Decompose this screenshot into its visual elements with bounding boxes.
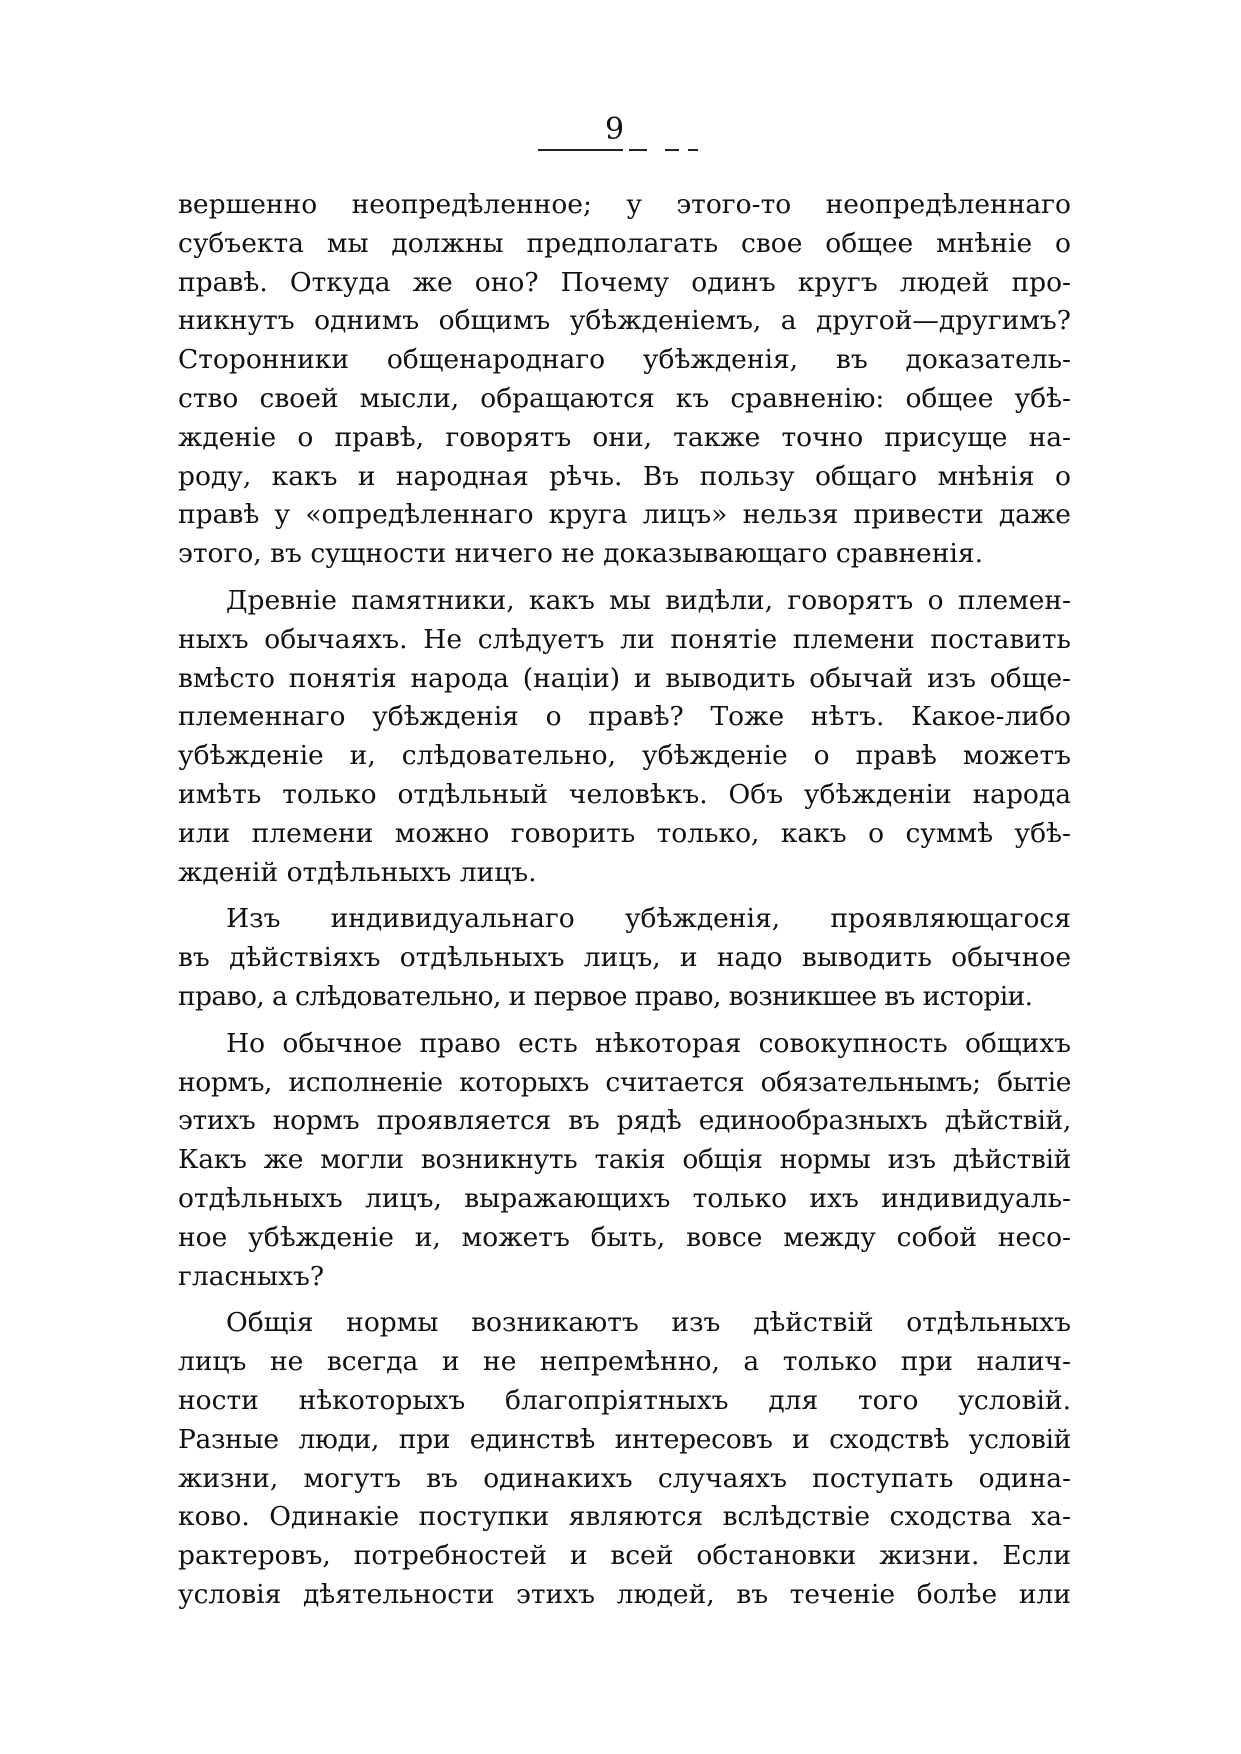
- text-line: Общія нормы возникаютъ изъ дѣйствій отдѣльныхъ: [226, 1307, 1071, 1339]
- text-line: отдѣльныхъ лицъ, выражающихъ только ихъ индивидуаль-: [178, 1182, 1071, 1214]
- text-line: Но обычное право есть нѣкоторая совокупность общихъ: [226, 1027, 1071, 1059]
- text-line: рактеровъ, потребностей и всей обстановки жизни. Если: [178, 1540, 1071, 1572]
- text-line: племеннаго убѣжденія о правѣ? Тоже нѣтъ. Какое-либо: [178, 701, 1071, 733]
- header-rule-dash: [688, 149, 698, 151]
- text-line: жденіе о правѣ, говорятъ они, также точно присуще на-: [178, 421, 1071, 453]
- header-rule-dash: [629, 149, 647, 151]
- header-rule-dash: [665, 149, 679, 151]
- text-line: въ дѣйствіяхъ отдѣльныхъ лицъ, и надо выводить обычное: [178, 942, 1071, 974]
- text-line: ное убѣжденіе и, можетъ быть, вовсе между собой несо-: [178, 1221, 1071, 1253]
- body-text: [178, 186, 1071, 1615]
- header-rule: [538, 149, 623, 151]
- text-line: Разные люди, при единствѣ интересовъ и сходствѣ условій: [178, 1423, 1071, 1455]
- paragraph: [178, 1025, 1071, 1297]
- text-line: вмѣсто понятія народа (націи) и выводить обычай изъ обще-: [178, 662, 1071, 694]
- text-line: условія дѣятельности этихъ людей, въ теченіе болѣе или: [178, 1578, 1071, 1610]
- text-line: правѣ. Откуда же оно? Почему одинъ кругъ людей про-: [178, 266, 1071, 298]
- text-line: жденій отдѣльныхъ лицъ.: [178, 856, 537, 888]
- paragraph: [178, 900, 1071, 1016]
- text-line: ности нѣкоторыхъ благопріятныхъ для того условій.: [178, 1384, 1071, 1416]
- text-line: ныхъ обычаяхъ. Не слѣдуетъ ли понятіе племени поставить: [178, 623, 1071, 655]
- text-line: Изъ индивидуальнаго убѣжденія, проявляющагося: [226, 903, 1071, 935]
- text-line: вершенно неопредѣленное; у этого-то неопредѣленнаго: [178, 189, 1071, 220]
- paragraph: [178, 582, 1071, 892]
- text-line: имѣть только отдѣльный человѣкъ. Объ убѣжденіи народа: [178, 778, 1071, 810]
- text-line: лицъ не всегда и не непремѣнно, а только при налич-: [178, 1346, 1071, 1378]
- page-number: 9: [605, 112, 625, 147]
- text-line: ково. Одинакіе поступки являются вслѣдствіе сходства ха-: [178, 1501, 1071, 1533]
- text-line: правѣ у «опредѣленнаго круга лицъ» нельзя привести даже: [178, 499, 1071, 531]
- text-line: или племени можно говорить только, какъ о суммѣ убѣ-: [178, 817, 1071, 849]
- text-line: субъекта мы должны предполагать свое общее мнѣніе о: [178, 227, 1071, 259]
- text-line: гласныхъ?: [178, 1260, 325, 1292]
- text-line: убѣжденіе и, слѣдовательно, убѣжденіе о правѣ можетъ: [178, 740, 1071, 772]
- text-line: жизни, могутъ въ одинакихъ случаяхъ поступать одина-: [178, 1462, 1071, 1494]
- text-line: Какъ же могли возникнуть такія общія нормы изъ дѣйствій: [178, 1144, 1071, 1176]
- paragraph: [178, 186, 1071, 574]
- text-line: Сторонники общенароднаго убѣжденія, въ доказатель-: [178, 344, 1071, 376]
- paragraph: [178, 1304, 1071, 1614]
- text-line: этого, въ сущности ничего не доказывающаго сравненія.: [178, 538, 983, 570]
- text-line: ство своей мысли, обращаются къ сравненію: общее убѣ-: [178, 382, 1071, 414]
- text-line: никнутъ однимъ общимъ убѣжденіемъ, а другой—другимъ?: [178, 305, 1071, 337]
- text-line: этихъ нормъ проявляется въ рядѣ единообразныхъ дѣйствій,: [178, 1105, 1071, 1137]
- text-line: право, а слѣдовательно, и первое право, возникшее въ исторіи.: [178, 980, 1033, 1012]
- text-line: роду, какъ и народная рѣчь. Въ пользу общаго мнѣнія о: [178, 460, 1071, 492]
- text-line: Древніе памятники, какъ мы видѣли, говорятъ о племен-: [226, 584, 1071, 616]
- page-header: [0, 112, 1241, 162]
- text-line: нормъ, исполненіе которыхъ считается обязательнымъ; бытіе: [178, 1066, 1071, 1098]
